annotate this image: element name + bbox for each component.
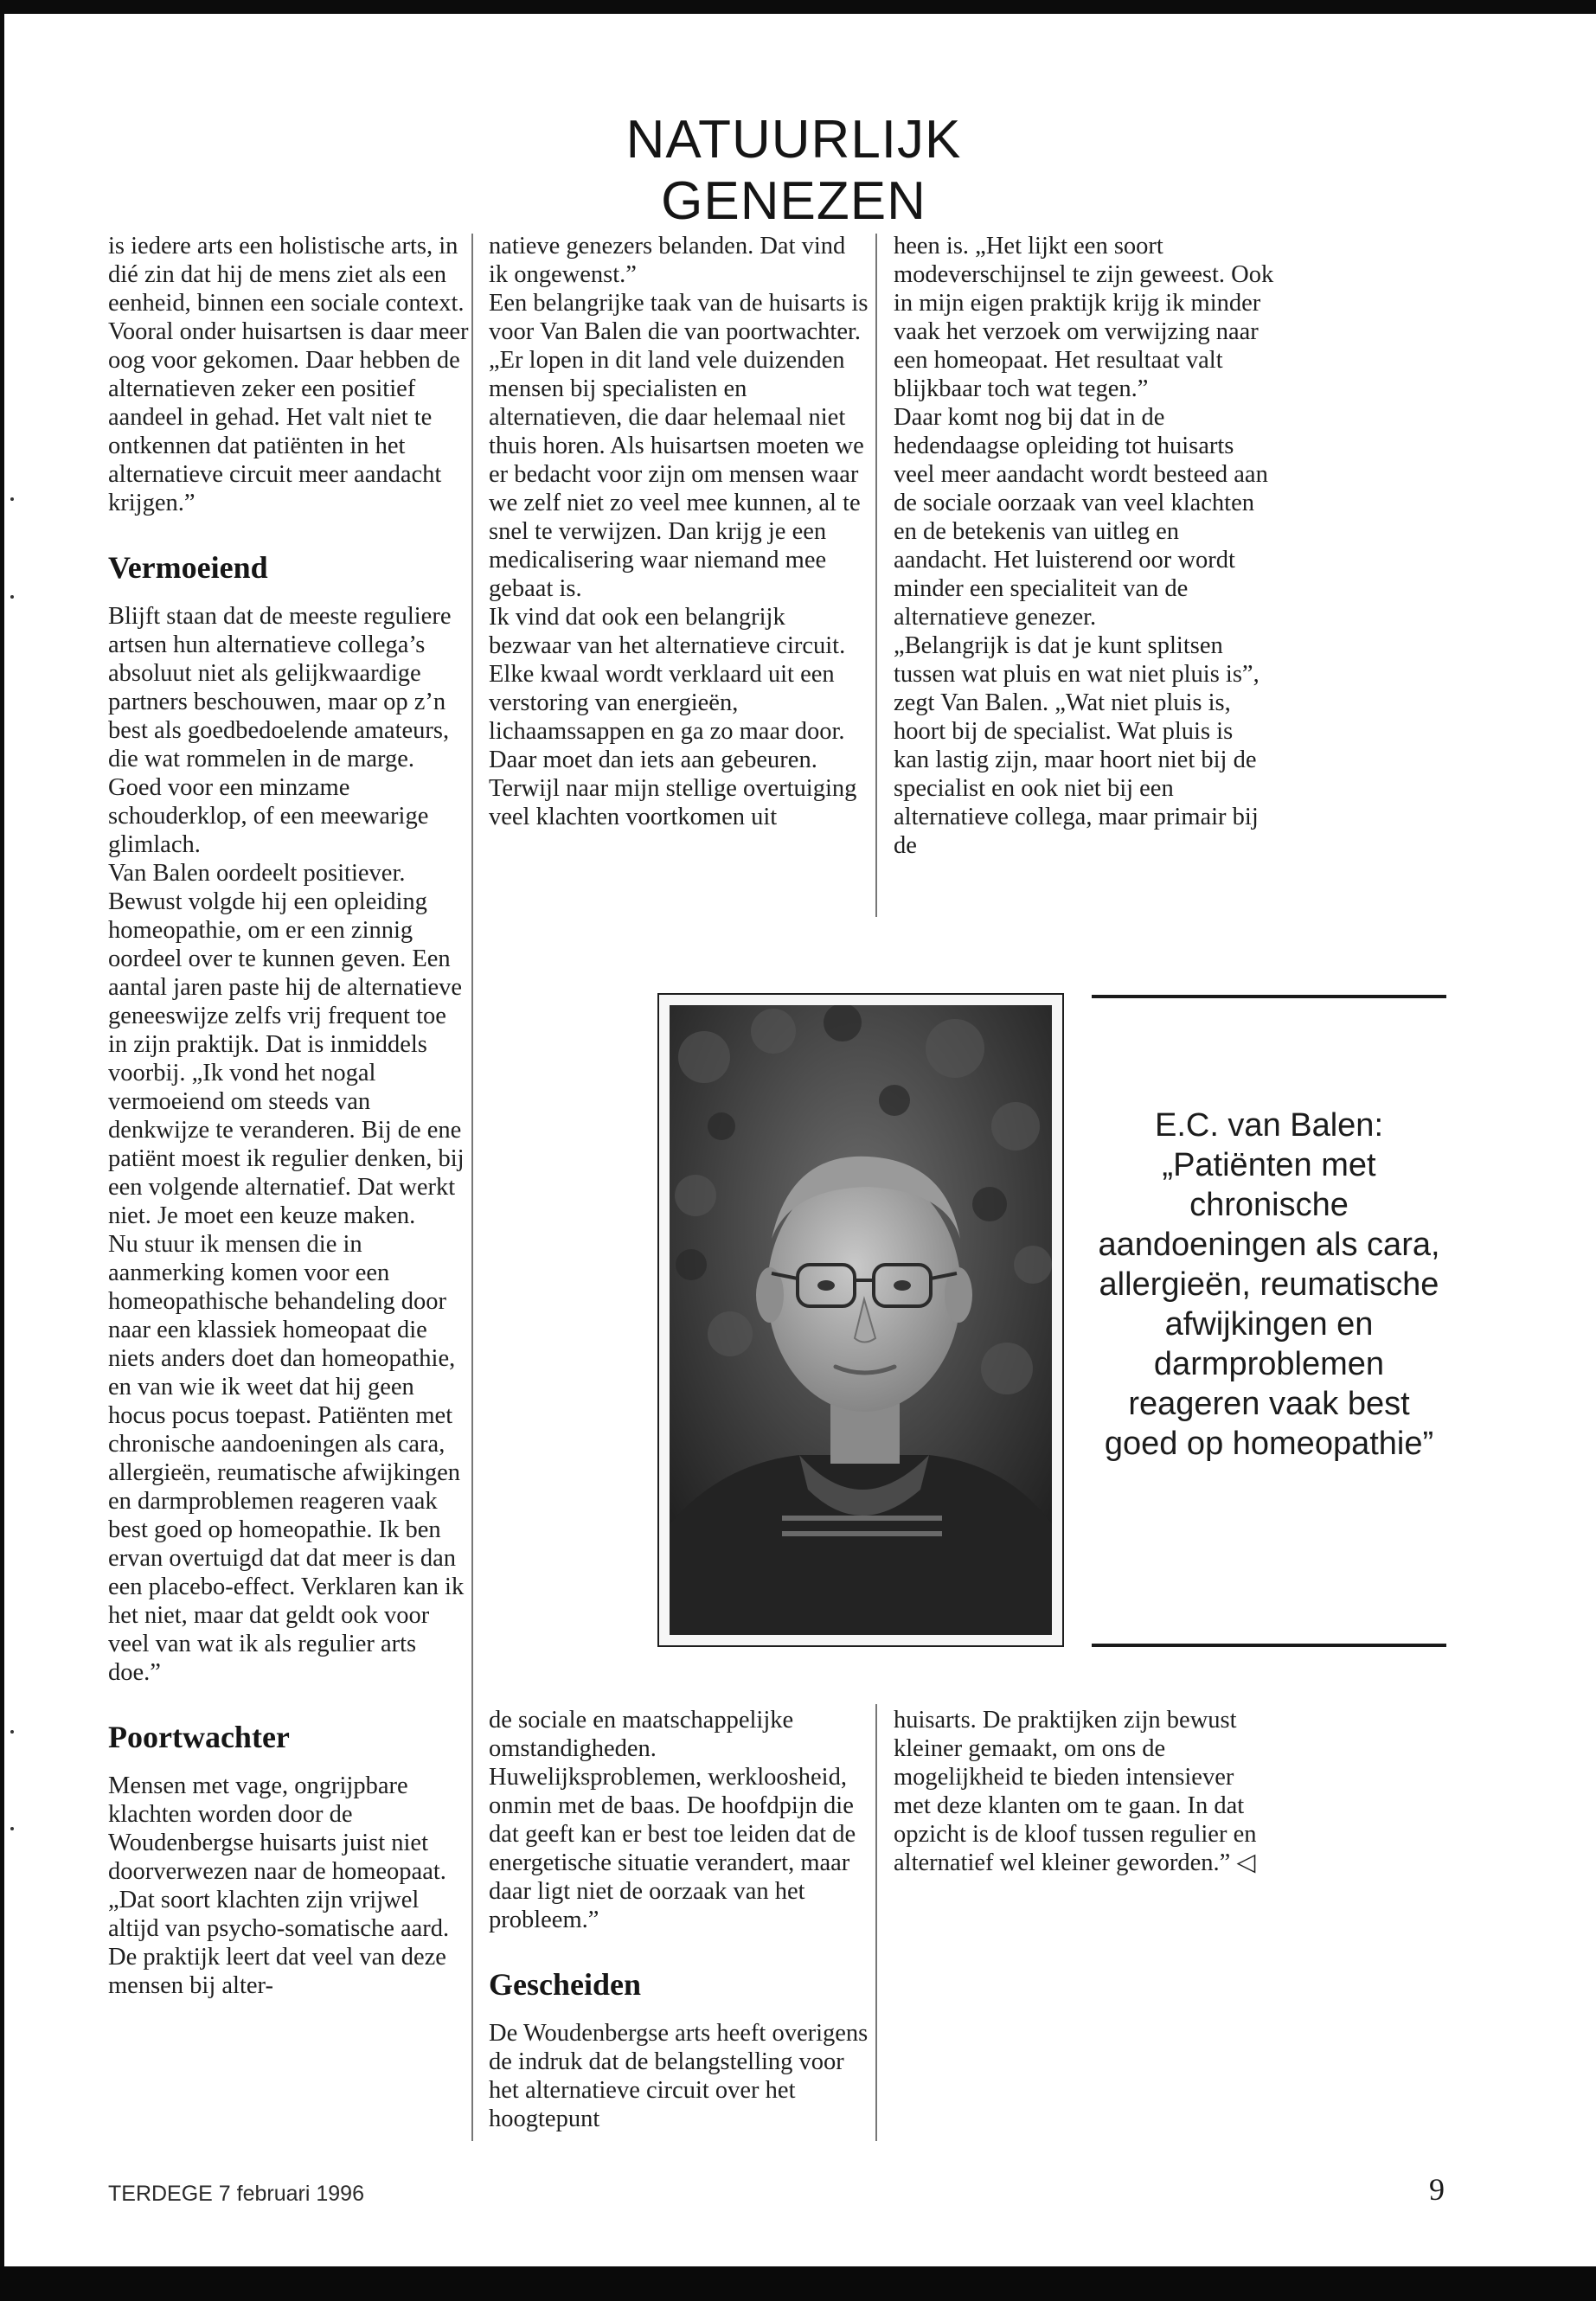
article-paragraph: Blijft staan dat de meeste reguliere artsen hun alternatieve collega’s absoluut niet als gelijkwaardige partners beschouwen, maar op z’n best als goedbedoelende amateurs, die wat rommelen in de marge. Goed voor een minzame schouderklop, of een meewarige glimlach. [108,603,452,858]
article-column-3 [894,232,1274,860]
margin-mark [10,595,14,599]
pull-quote: E.C. van Balen: „Patiënten met chronische aandoeningen als cara, allergieën, reumatische afwijkingen en darmproblemen reageren vaak best goed op homeopathie” [1098,1107,1440,1462]
article-paragraph: Nu stuur ik mensen die in aanmerking komen voor een homeopathische behandeling door naar een klassiek homeopaat die niets anders doet dan homeopathie, en van wie ik weet dat hij geen hocus pocus toepast. Patiënten met chronische aandoeningen als cara, allergieën, reumatische afwijkingen en darmproblemen reageren vaak best goed op homeopathie. Ik ben ervan overtuigd dat dat meer is dan een placebo-effect. Verklaren kan ik het niet, maar dat geldt ook voor veel van wat ik als regulier arts doe.” [108,1231,465,1686]
article-column-1 [108,232,471,2000]
pull-quote-bottom-rule [1092,1644,1446,1647]
article-paragraph: huisarts. De praktijken zijn bewust kleiner gemaakt, om ons de mogelijkheid te bieden intensiever met deze klanten om te gaan. In dat opzicht is de kloof tussen regulier en alternatief wel kleiner geworden.” ◁ [894,1707,1257,1876]
article-paragraph: natieve genezers belanden. Dat vind ik ongewenst.” [489,233,846,288]
article-paragraph: heen is. „Het lijkt een soort modeverschijnsel te zijn geweest. Ook in mijn eigen praktijk krijg ik minder vaak het verzoek om verwijzing naar een homeopaat. Het resultaat valt blijkbaar toch wat tegen.” [894,233,1274,402]
footer-publication-date: TERDEGE 7 februari 1996 [108,2182,364,2206]
article-column-4 [489,1706,869,2133]
section-header: NATUURLIJK GENEZEN [625,110,962,231]
article-paragraph: Mensen met vage, ongrijpbare klachten worden door de Woudenbergse huisarts juist niet doorverwezen naar de homeopaat. „Dat soort klachten zijn vrijwel altijd van psycho-somatische aard. De praktijk leert dat veel van deze mensen bij alter- [108,1772,450,1999]
article-column-5 [894,1706,1274,1877]
margin-mark [10,1827,14,1830]
article-paragraph: Daar komt nog bij dat in de hedendaagse opleiding tot huisarts veel meer aandacht wordt besteed aan de sociale oorzaak van veel klachten en de betekenis van uitleg en aandacht. Het luisterend oor wordt minder een specialiteit van de alternatieve genezer. [894,404,1268,631]
portrait-photo [657,993,1064,1647]
subheading-poortwachter: Poortwachter [108,1720,290,1754]
subheading-vermoeiend: Vermoeiend [108,550,268,585]
column-divider [875,234,877,917]
column-divider [471,234,473,2141]
article-paragraph: De Woudenbergse arts heeft overigens de indruk dat de belangstelling voor het alternatieve circuit over het hoogtepunt [489,2020,869,2132]
margin-mark [10,1730,14,1734]
article-column-2 [489,232,869,831]
pull-quote-top-rule [1092,995,1446,998]
article-paragraph: Van Balen oordeelt positiever. Bewust volgde hij een opleiding homeopathie, om er een zinnig oordeel over te kunnen geven. Een aantal jaren paste hij de alternatieve geneeswijze zelfs vrij frequent toe in zijn praktijk. Dat is inmiddels voorbij. „Ik vond het nogal vermoeiend om steeds van denkwijze te veranderen. Bij de ene patiënt moest ik regulier denken, bij een volgende alternatief. Dat werkt niet. Je moet een keuze maken. [108,860,465,1229]
article-paragraph: „Belangrijk is dat je kunt splitsen tussen wat pluis en wat niet pluis is”, zegt Van Balen. „Wat niet pluis is, hoort bij de specialist. Wat pluis is kan lastig zijn, maar hoort niet bij de specialist en ook niet bij een alternatieve collega, maar primair bij de [894,632,1259,859]
portrait-illustration [670,1005,1052,1635]
bottom-border-band [0,2266,1596,2301]
article-paragraph: is iedere arts een holistische arts, in dié zin dat hij de mens ziet als een eenheid, binnen een sociale context. Vooral onder huisartsen is daar meer oog voor gekomen. Daar hebben de alternatieven zeker een positief aandeel in gehad. Het valt niet te ontkennen dat patiënten in het alternatieve circuit meer aandacht krijgen.” [108,233,469,516]
subheading-gescheiden: Gescheiden [489,1967,641,2002]
article-paragraph: Ik vind dat ook een belangrijk bezwaar van het alternatieve circuit. Elke kwaal wordt verklaard uit een verstoring van energieën, lichaamssappen en ga zo maar door. Daar moet dan iets aan gebeuren. Terwijl naar mijn stellige overtuiging veel klachten voortkomen uit [489,604,857,830]
article-paragraph: de sociale en maatschappelijke omstandigheden. Huwelijksproblemen, werkloosheid, onmin met de baas. De hoofdpijn die dat geeft kan er best toe leiden dat de energetische situatie verandert, maar daar ligt niet de oorzaak van het probleem.” [489,1707,856,1933]
top-border-rule [0,0,1596,14]
column-divider [875,1704,877,2141]
left-border-rule [0,0,4,2301]
margin-mark [10,497,14,501]
article-paragraph: Een belangrijke taak van de huisarts is voor Van Balen die van poortwachter. „Er lopen in dit land vele duizenden mensen bij specialisten en alternatieven, die daar helemaal niet thuis horen. Als huisartsen moeten we er bedacht voor zijn om mensen waar we zelf niet zo veel mee kunnen, al te snel te verwijzen. Dan krijg je een medicalisering waar niemand mee gebaat is. [489,290,869,602]
page-number: 9 [1429,2172,1445,2207]
